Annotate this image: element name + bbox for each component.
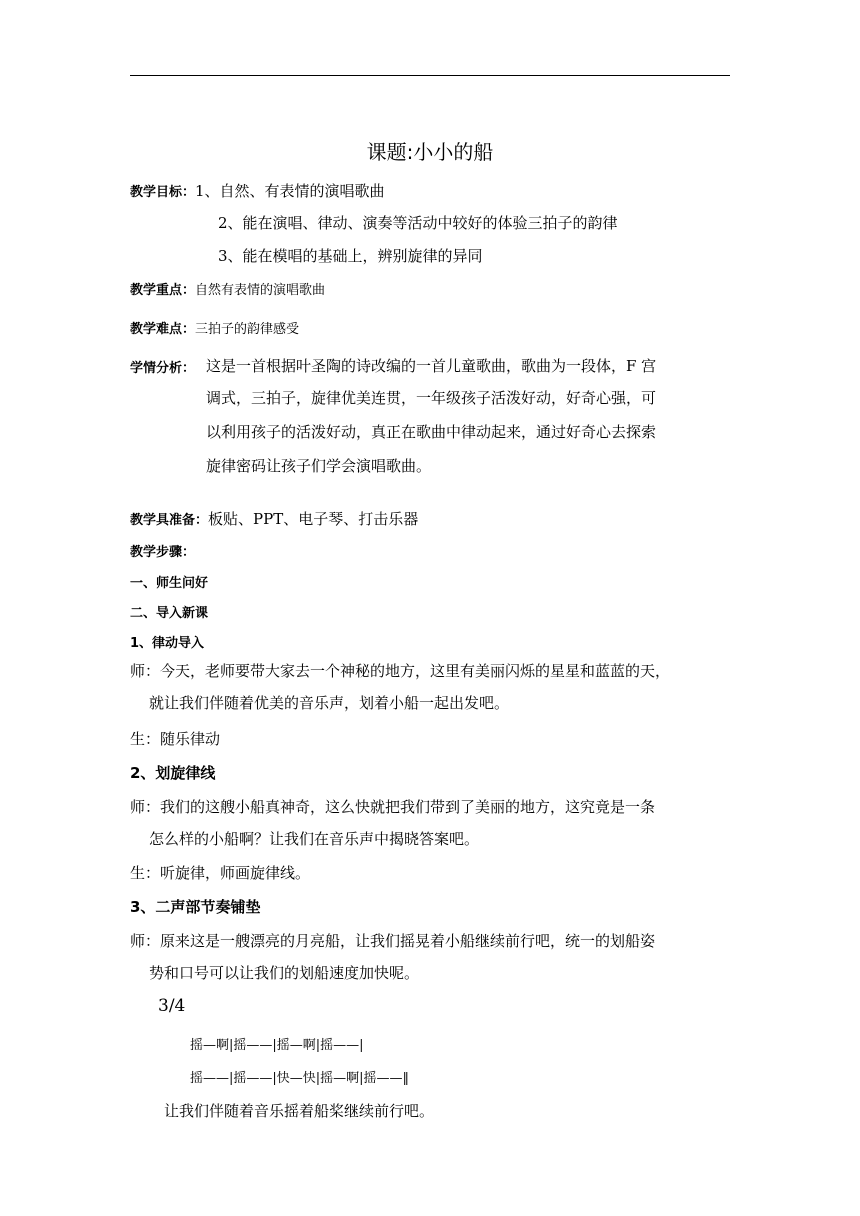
teacher-line: 怎么样的小船啊？让我们在音乐声中揭晓答案吧。 [149, 830, 480, 848]
teacher-line: 势和口号可以让我们的划船速度加快呢。 [149, 964, 420, 982]
key-point-row [130, 279, 325, 298]
sub-heading: 2、划旋律线 [130, 764, 216, 782]
sub-heading: 1、律动导入 [130, 636, 205, 651]
page-title: 课题:小小的船 [366, 140, 494, 164]
difficulty-label: 教学难点： [130, 322, 196, 337]
closing-line: 让我们伴随着音乐摇着船桨继续前行吧。 [164, 1102, 435, 1120]
student-line: 生：随乐律动 [130, 730, 221, 748]
teacher-line: 就让我们伴随着优美的音乐声，划着小船一起出发吧。 [149, 694, 510, 712]
prep-text: 板贴、PPT、电子琴、打击乐器 [208, 510, 419, 528]
rhythm-line: 摇——|摇——|快—快|摇—啊|摇——‖ [190, 1071, 410, 1086]
analysis-label: 学情分析： [130, 361, 196, 376]
key-point-label: 教学重点： [130, 283, 196, 298]
analysis-line: 调式，三拍子，旋律优美连贯，一年级孩子活泼好动，好奇心强，可 [206, 389, 657, 407]
sub-heading: 3、二声部节奏铺垫 [130, 898, 261, 916]
step-heading: 一、师生问好 [130, 576, 209, 591]
teacher-line: 师：我们的这艘小船真神奇，这么快就把我们带到了美丽的地方，这究竟是一条 [130, 798, 656, 816]
time-signature: 3/4 [158, 996, 186, 1016]
steps-label: 教学步骤： [130, 545, 196, 560]
objective-item: 1、自然、有表情的演唱歌曲 [195, 182, 385, 200]
header-rule [130, 75, 730, 76]
analysis-line: 以利用孩子的活泼好动，真正在歌曲中律动起来，通过好奇心去探索 [206, 423, 657, 441]
step-heading: 二、导入新课 [130, 606, 209, 621]
prep-row [130, 508, 418, 529]
difficulty-text: 三拍子的韵律感受 [195, 322, 300, 337]
rhythm-line: 摇—啊|摇——|摇—啊|摇——| [190, 1038, 364, 1053]
key-point-text: 自然有表情的演唱歌曲 [195, 283, 326, 298]
analysis-line: 旋律密码让孩子们学会演唱歌曲。 [206, 457, 432, 475]
teacher-line: 师：原来这是一艘漂亮的月亮船，让我们摇晃着小船继续前行吧，统一的划船姿 [130, 932, 656, 950]
objective-item: 3、能在模唱的基础上，辨别旋律的异同 [218, 247, 483, 265]
objectives-label: 教学目标： [130, 185, 196, 200]
teacher-line: 师：今天，老师要带大家去一个神秘的地方，这里有美丽闪烁的星星和蓝蓝的天， [130, 662, 671, 680]
prep-label: 教学具准备： [130, 513, 209, 528]
objectives-row [130, 180, 385, 201]
analysis-line: 这是一首根据叶圣陶的诗改编的一首儿童歌曲，歌曲为一段体，F 宫 [206, 357, 657, 375]
objective-item: 2、能在演唱、律动、演奏等活动中较好的体验三拍子的韵律 [218, 214, 618, 232]
difficulty-row [130, 318, 299, 337]
student-line: 生：听旋律，师画旋律线。 [130, 864, 311, 882]
